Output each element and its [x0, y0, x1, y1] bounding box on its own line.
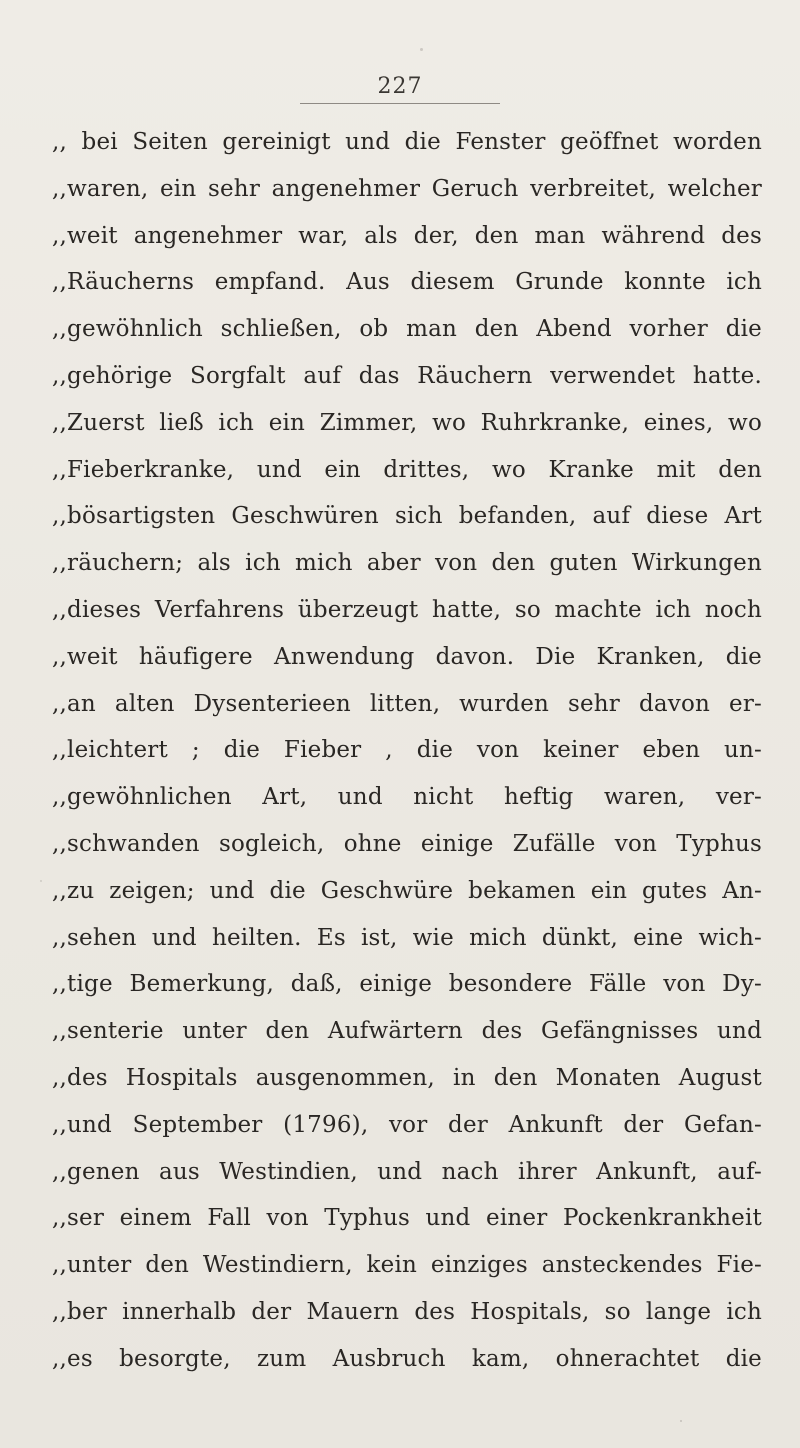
- text-line: ,,gehörige Sorgfalt auf das Räuchern verwendet hatte.: [52, 362, 762, 389]
- text-line: ,,genen aus Westindien, und nach ihrer Ankunft, auf-: [52, 1158, 762, 1185]
- text-line: ,,weit häufigere Anwendung davon. Die Kranken, die: [52, 643, 762, 670]
- text-line: ,,tige Bemerkung, daß, einige besondere Fälle von Dy-: [52, 971, 762, 998]
- text-line: ,,schwanden sogleich, ohne einige Zufälle von Typhus: [52, 830, 762, 857]
- text-line: ,,Zuerst ließ ich ein Zimmer, wo Ruhrkranke, eines, wo: [52, 409, 762, 436]
- text-line: ,,an alten Dysenterieen litten, wurden sehr davon er-: [52, 690, 762, 717]
- text-line: ,,ber innerhalb der Mauern des Hospitals, so lange ich: [52, 1298, 762, 1325]
- text-line: ,,bösartigsten Geschwüren sich befanden, auf diese Art: [52, 503, 762, 530]
- text-line: ,,dieses Verfahrens überzeugt hatte, so machte ich noch: [52, 596, 762, 623]
- text-line: ,,Fieberkranke, und ein drittes, wo Kranke mit den: [52, 456, 762, 483]
- text-line: ,,zu zeigen; und die Geschwüre bekamen ein gutes An-: [52, 877, 762, 904]
- text-line: ,,Räucherns empfand. Aus diesem Grunde konnte ich: [52, 269, 762, 296]
- text-line: ,,ser einem Fall von Typhus und einer Pockenkrankheit: [52, 1205, 762, 1232]
- text-line: ,,gewöhnlich schließen, ob man den Abend vorher die: [52, 316, 762, 343]
- paper-speck: [420, 48, 423, 51]
- text-line: ,,sehen und heilten. Es ist, wie mich dünkt, eine wich-: [52, 924, 762, 951]
- text-line: ,,des Hospitals ausgenommen, in den Monaten August: [52, 1064, 762, 1091]
- text-line: ,,weit angenehmer war, als der, den man während des: [52, 222, 762, 249]
- page-number: 227: [377, 74, 423, 99]
- paper-speck: [680, 1420, 682, 1422]
- text-line: ,,es besorgte, zum Ausbruch kam, ohnerachtet die: [52, 1345, 762, 1372]
- text-line: ,,leichtert ; die Fieber , die von keiner eben un-: [52, 737, 762, 764]
- text-line: ,,und September (1796), vor der Ankunft der Gefan-: [52, 1111, 762, 1138]
- text-line: ,, bei Seiten gereinigt und die Fenster geöffnet worden: [52, 129, 762, 155]
- paper-speck: [40, 880, 42, 882]
- text-line: ,,waren, ein sehr angenehmer Geruch verbreitet, welcher: [52, 175, 762, 202]
- header-rule: [300, 103, 500, 104]
- body-text: [52, 119, 762, 1383]
- text-line: ,,räuchern; als ich mich aber von den guten Wirkungen: [52, 550, 762, 577]
- text-line: ,,unter den Westindiern, kein einziges ansteckendes Fie-: [52, 1252, 762, 1279]
- text-line: ,,gewöhnlichen Art, und nicht heftig waren, ver-: [52, 784, 762, 811]
- text-line: ,,senterie unter den Aufwärtern des Gefängnisses und: [52, 1018, 762, 1045]
